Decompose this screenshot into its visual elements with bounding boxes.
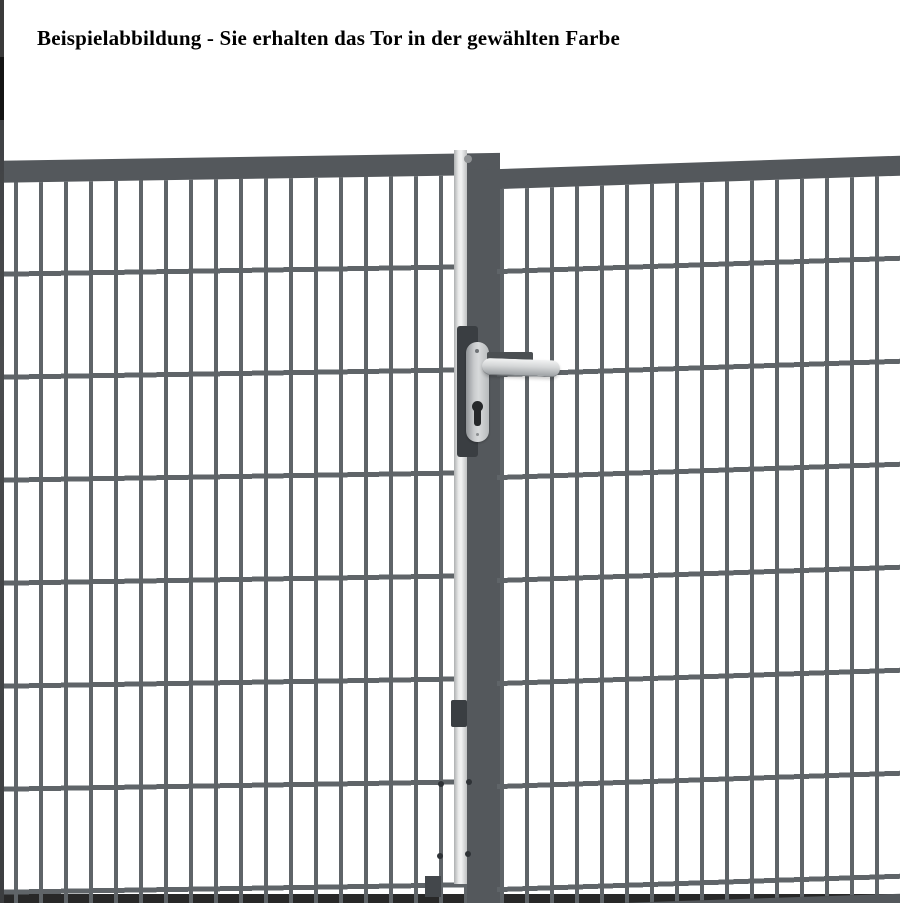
drop-rod-stub — [425, 876, 441, 897]
plate-screw-bottom — [476, 433, 479, 436]
wire-mesh-right — [497, 174, 900, 903]
keyhole-stem — [474, 409, 481, 426]
frame-bolt — [438, 781, 444, 787]
photo-edge-line — [0, 0, 4, 903]
plate-screw-top — [475, 349, 479, 353]
frame-bolt — [437, 853, 443, 859]
gate-left-wing — [0, 153, 500, 903]
latch-bracket — [451, 700, 467, 727]
stop-strip-cap-bolt — [464, 155, 472, 163]
gate-stop-strip — [454, 150, 467, 884]
door-handle-lever — [482, 358, 561, 378]
frame-bolt — [465, 851, 471, 857]
caption-text: Beispielabbildung - Sie erhalten das Tor in der gewählten Farbe — [37, 26, 620, 50]
wire-mesh-left — [0, 175, 480, 903]
key-cylinder — [472, 401, 483, 431]
gate-right-wing — [467, 154, 900, 903]
frame-bolt — [466, 779, 472, 785]
